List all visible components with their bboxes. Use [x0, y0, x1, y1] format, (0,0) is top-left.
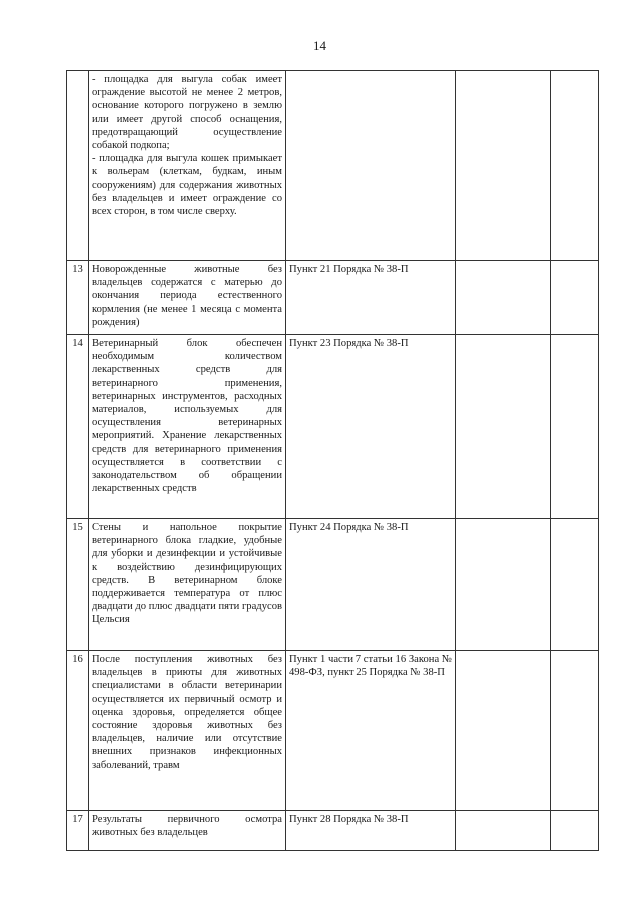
row-number: 14 — [67, 335, 89, 519]
note-cell — [551, 651, 599, 811]
requirement-cell: После поступления животных без владельцев в приюты для животных специалистами в области ветеринарии осуществляется их первичный осмотр и оценка здоровья, определяется общее состояние здоровья животных без владельцев, наличие или отсутствие внешних признаков инфекционных заболеваний, травм — [89, 651, 286, 811]
answer-cell — [456, 71, 551, 261]
reference-cell: Пункт 23 Порядка № 38-П — [286, 335, 456, 519]
reference-cell: Пункт 1 части 7 статьи 16 Закона № 498-ФЗ, пункт 25 Порядка № 38-П — [286, 651, 456, 811]
row-number — [67, 71, 89, 261]
page-number: 14 — [313, 38, 326, 53]
row-number: 13 — [67, 261, 89, 335]
answer-cell — [456, 811, 551, 851]
row-number: 16 — [67, 651, 89, 811]
answer-cell — [456, 651, 551, 811]
requirement-cell: Результаты первичного осмотра животных без владельцев — [89, 811, 286, 851]
requirement-cell: Стены и напольное покрытие ветеринарного блока гладкие, удобные для уборки и дезинфекции и устойчивые к воздействию дезинфицирующих средств. В ветеринарном блоке поддерживается температура от плюс двадцати до плюс двадцати пяти градусов Цельсия — [89, 519, 286, 651]
answer-cell — [456, 261, 551, 335]
table-row — [67, 651, 599, 811]
checklist-table — [66, 70, 599, 851]
note-cell — [551, 519, 599, 651]
note-cell — [551, 335, 599, 519]
reference-cell: Пункт 21 Порядка № 38-П — [286, 261, 456, 335]
answer-cell — [456, 519, 551, 651]
reference-cell — [286, 71, 456, 261]
table-row — [67, 261, 599, 335]
table-row — [67, 519, 599, 651]
requirement-cell: - площадка для выгула собак имеет ограждение высотой не менее 2 метров, основание которого погружено в землю или имеет другой способ оснащения, предотвращающий осуществление собакой подкопа; - площадка для выгула кошек примыкает к вольерам (клеткам, будкам, иным сооружениям) для содержания животных без владельцев и имеет ограждение со всех сторон, в том числе сверху. — [89, 71, 286, 261]
table-row — [67, 335, 599, 519]
answer-cell — [456, 335, 551, 519]
row-number: 15 — [67, 519, 89, 651]
note-cell — [551, 71, 599, 261]
row-number: 17 — [67, 811, 89, 851]
requirement-cell: Ветеринарный блок обеспечен необходимым количеством лекарственных средств для ветеринарного применения, ветеринарных инструментов, расходных материалов, используемых для осуществления ветеринарных мероприятий. Хранение лекарственных средств для ветеринарного применения осуществляется в соответствии с законодательством об обращении лекарственных средств — [89, 335, 286, 519]
table-row — [67, 71, 599, 261]
note-cell — [551, 261, 599, 335]
reference-cell: Пункт 28 Порядка № 38-П — [286, 811, 456, 851]
note-cell — [551, 811, 599, 851]
requirement-cell: Новорожденные животные без владельцев содержатся с матерью до окончания периода естественного кормления (не менее 1 месяца с момента рождения) — [89, 261, 286, 335]
table-row — [67, 811, 599, 851]
reference-cell: Пункт 24 Порядка № 38-П — [286, 519, 456, 651]
